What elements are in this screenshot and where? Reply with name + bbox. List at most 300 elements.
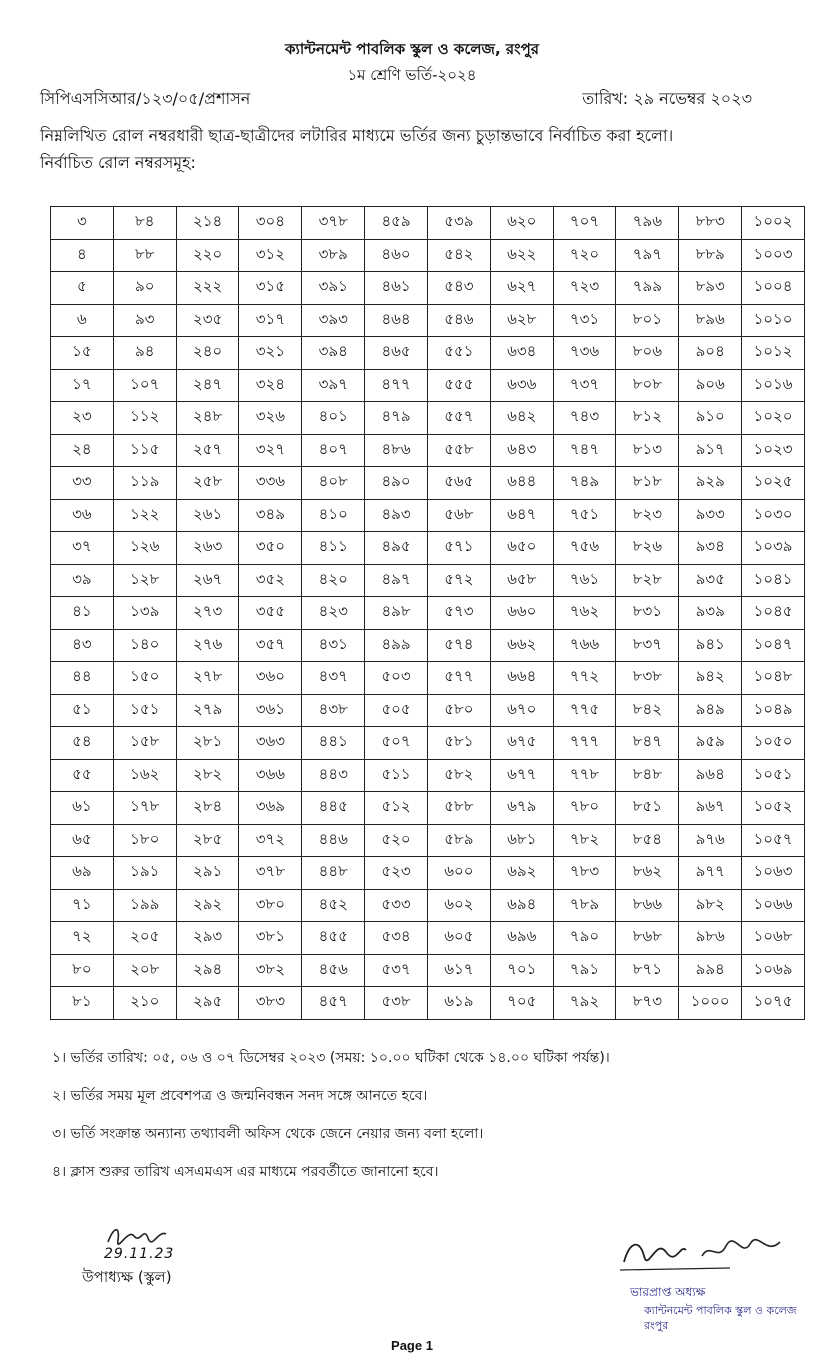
page-number: Page 1	[391, 1338, 433, 1353]
roll-number-cell: ৫৪৬	[427, 304, 490, 337]
roll-number-cell: ৯৭৭	[679, 857, 742, 890]
roll-number-cell: ৯৬৭	[679, 792, 742, 825]
roll-number-cell: ১০৫১	[742, 759, 805, 792]
roll-number-cell: ৩১৫	[239, 272, 302, 305]
roll-number-cell: ৭৬১	[553, 564, 616, 597]
roll-number-cell: ২১৪	[176, 207, 239, 240]
roll-number-cell: ৫৫৮	[427, 434, 490, 467]
roll-number-cell: ৭৩৬	[553, 337, 616, 370]
roll-number-cell: ১০০০	[679, 987, 742, 1020]
roll-number-cell: ৮৫১	[616, 792, 679, 825]
roll-number-cell: ১০১০	[742, 304, 805, 337]
roll-number-cell: ৫৮২	[427, 759, 490, 792]
table-row	[51, 727, 805, 760]
roll-number-cell: ৩৬৬	[239, 759, 302, 792]
roll-number-cell: ৮৮৩	[679, 207, 742, 240]
roll-number-cell: ৭৯৭	[616, 239, 679, 272]
roll-number-cell: ৬৬৪	[490, 662, 553, 695]
roll-number-cell: ৪৭৭	[365, 369, 428, 402]
roll-number-cell: ৮০১	[616, 304, 679, 337]
roll-number-cell: ১২২	[113, 499, 176, 532]
roll-number-cell: ২২০	[176, 239, 239, 272]
roll-number-cell: ১০০৩	[742, 239, 805, 272]
roll-number-cell: ৯৪	[113, 337, 176, 370]
table-row	[51, 272, 805, 305]
roll-number-cell: ৪১০	[302, 499, 365, 532]
roll-number-cell: ১৫৮	[113, 727, 176, 760]
roll-number-cell: ৪৯৫	[365, 532, 428, 565]
roll-number-cell: ৫৭৭	[427, 662, 490, 695]
roll-number-cell: ৩৯	[51, 564, 114, 597]
roll-number-cell: ১০১৬	[742, 369, 805, 402]
roll-number-cell: ৮১	[51, 987, 114, 1020]
roll-number-cell: ৮০৬	[616, 337, 679, 370]
roll-number-cell: ৭০৭	[553, 207, 616, 240]
roll-number-cell: ৪	[51, 239, 114, 272]
roll-number-cell: ৫৪২	[427, 239, 490, 272]
roll-number-cell: ৪৯৯	[365, 629, 428, 662]
roll-number-cell: ১০৬৬	[742, 889, 805, 922]
roll-number-cell: ১১২	[113, 402, 176, 435]
roll-number-cell: ৫৭২	[427, 564, 490, 597]
roll-number-cell: ৯৩৫	[679, 564, 742, 597]
roll-number-cell: ৭৯৬	[616, 207, 679, 240]
roll-number-cell: ৭৭৭	[553, 727, 616, 760]
roll-number-cell: ৪৩৭	[302, 662, 365, 695]
roll-number-cell: ৭৮৩	[553, 857, 616, 890]
handwritten-signature	[610, 1222, 800, 1282]
roll-number-cell: ৪০৮	[302, 467, 365, 500]
roll-number-cell: ৪২০	[302, 564, 365, 597]
notes-list	[52, 1046, 610, 1198]
roll-number-cell: ৬৯৪	[490, 889, 553, 922]
roll-number-cell: ১০৫৭	[742, 824, 805, 857]
table-row	[51, 304, 805, 337]
roll-number-cell: ৪৬৫	[365, 337, 428, 370]
signature-role: উপাধ্যক্ষ (স্কুল)	[82, 1268, 172, 1286]
table-row	[51, 857, 805, 890]
roll-number-cell: ৮৮৯	[679, 239, 742, 272]
roll-number-cell: ৮৭১	[616, 954, 679, 987]
roll-number-cell: ৩২৪	[239, 369, 302, 402]
roll-number-cell: ১৬২	[113, 759, 176, 792]
roll-number-cell: ৬৪৪	[490, 467, 553, 500]
roll-number-cell: ৮৮	[113, 239, 176, 272]
roll-number-cell: ৪৫২	[302, 889, 365, 922]
roll-number-cell: ১০৩০	[742, 499, 805, 532]
roll-number-cell: ৫৫	[51, 759, 114, 792]
table-row	[51, 467, 805, 500]
roll-number-cell: ৬৭৯	[490, 792, 553, 825]
roll-number-cell: ২৪	[51, 434, 114, 467]
roll-number-cell: ৫৭৪	[427, 629, 490, 662]
roll-number-cell: ১০২৩	[742, 434, 805, 467]
roll-number-cell: ৩৮৯	[302, 239, 365, 272]
roll-number-cell: ৯৭৬	[679, 824, 742, 857]
roll-number-cell: ৭৬২	[553, 597, 616, 630]
roll-number-cell: ৯৩৯	[679, 597, 742, 630]
roll-number-cell: ৭৮০	[553, 792, 616, 825]
roll-number-cell: ২০৫	[113, 922, 176, 955]
roll-number-cell: ৫৩৮	[365, 987, 428, 1020]
roll-number-cell: ৯৩৩	[679, 499, 742, 532]
roll-number-cell: ৯৪২	[679, 662, 742, 695]
roll-number-cell: ৭৮২	[553, 824, 616, 857]
roll-number-cell: ৫১	[51, 694, 114, 727]
roll-number-cell: ৭৮৯	[553, 889, 616, 922]
roll-number-cell: ৮৪২	[616, 694, 679, 727]
table-row	[51, 207, 805, 240]
roll-number-cell: ১০৭	[113, 369, 176, 402]
roll-number-cell: ২০৮	[113, 954, 176, 987]
roll-number-cell: ৫৮৮	[427, 792, 490, 825]
table-row	[51, 532, 805, 565]
roll-number-cell: ৮০৮	[616, 369, 679, 402]
handwritten-signature	[104, 1222, 174, 1248]
roll-number-cell: ৭৩১	[553, 304, 616, 337]
roll-number-cell: ৩১২	[239, 239, 302, 272]
roll-number-cell: ১২৬	[113, 532, 176, 565]
roll-number-cell: ৩৯৭	[302, 369, 365, 402]
roll-number-cell: ৬৯	[51, 857, 114, 890]
roll-number-cell: ৪৯৮	[365, 597, 428, 630]
roll-number-cell: ৩২৬	[239, 402, 302, 435]
roll-number-cell: ৭৪৩	[553, 402, 616, 435]
roll-number-cell: ৬৬২	[490, 629, 553, 662]
roll-number-cell: ৭০১	[490, 954, 553, 987]
roll-number-cell: ২৪০	[176, 337, 239, 370]
roll-number-cell: ১০১২	[742, 337, 805, 370]
roll-number-cell: ৭৯১	[553, 954, 616, 987]
memo-number: সিপিএসসিআর/১২৩/০৫/প্রশাসন	[40, 89, 251, 108]
roll-number-cell: ৫৫১	[427, 337, 490, 370]
roll-number-cell: ২৬৩	[176, 532, 239, 565]
roll-number-cell: ৪৪	[51, 662, 114, 695]
roll-number-cell: ৬৭৫	[490, 727, 553, 760]
roll-number-cell: ২৯৪	[176, 954, 239, 987]
roll-number-cell: ২৭৮	[176, 662, 239, 695]
roll-number-cell: ৪৬০	[365, 239, 428, 272]
roll-number-table	[50, 206, 805, 1020]
roll-number-cell: ৬৫০	[490, 532, 553, 565]
roll-number-cell: ৯৩	[113, 304, 176, 337]
roll-number-cell: ১২৮	[113, 564, 176, 597]
roll-number-cell: ৩৯৪	[302, 337, 365, 370]
roll-number-cell: ৭৫১	[553, 499, 616, 532]
roll-number-cell: ৯২৯	[679, 467, 742, 500]
roll-number-cell: ৬৯২	[490, 857, 553, 890]
roll-number-cell: ১০২০	[742, 402, 805, 435]
roll-number-cell: ৫৫৫	[427, 369, 490, 402]
roll-number-cell: ৫	[51, 272, 114, 305]
roll-number-cell: ৩৮৩	[239, 987, 302, 1020]
roll-number-cell: ৮৩৮	[616, 662, 679, 695]
table-row	[51, 597, 805, 630]
roll-number-cell: ১০৪৯	[742, 694, 805, 727]
roll-table-body	[51, 207, 805, 1020]
roll-number-cell: ১০৪১	[742, 564, 805, 597]
roll-number-cell: ২৬১	[176, 499, 239, 532]
roll-number-cell: ৮৩১	[616, 597, 679, 630]
roll-number-cell: ১০৪৮	[742, 662, 805, 695]
roll-number-cell: ৬৭৭	[490, 759, 553, 792]
roll-number-cell: ২৫৮	[176, 467, 239, 500]
roll-number-cell: ৫৬৫	[427, 467, 490, 500]
table-row	[51, 629, 805, 662]
roll-number-cell: ২১০	[113, 987, 176, 1020]
stamp-institution: ক্যান্টনমেন্ট পাবলিক স্কুল ও কলেজ	[644, 1304, 797, 1317]
roll-number-cell: ৭০৫	[490, 987, 553, 1020]
roll-number-cell: ৪৯৭	[365, 564, 428, 597]
roll-number-cell: ৮৪	[113, 207, 176, 240]
roll-number-cell: ৫১১	[365, 759, 428, 792]
roll-number-cell: ৯৪৯	[679, 694, 742, 727]
roll-number-cell: ৩৯৩	[302, 304, 365, 337]
institution-title: ক্যান্টনমেন্ট পাবলিক স্কুল ও কলেজ, রংপুর	[284, 40, 540, 58]
roll-number-cell: ৭৯২	[553, 987, 616, 1020]
roll-number-cell: ৪৮৬	[365, 434, 428, 467]
roll-number-cell: ৬৪৭	[490, 499, 553, 532]
roll-number-cell: ৯৫৯	[679, 727, 742, 760]
roll-number-cell: ৩৯১	[302, 272, 365, 305]
roll-number-cell: ৪৩১	[302, 629, 365, 662]
roll-number-cell: ৪৫৬	[302, 954, 365, 987]
roll-number-cell: ৩৮০	[239, 889, 302, 922]
roll-number-cell: ৫৫৭	[427, 402, 490, 435]
roll-number-cell: ৩৫৭	[239, 629, 302, 662]
roll-number-cell: ৪৪৮	[302, 857, 365, 890]
roll-number-cell: ৮০	[51, 954, 114, 987]
roll-number-cell: ৮৪৮	[616, 759, 679, 792]
roll-number-cell: ১৫১	[113, 694, 176, 727]
roll-number-cell: ৭৪৭	[553, 434, 616, 467]
roll-number-cell: ২৯২	[176, 889, 239, 922]
roll-number-cell: ৫৩৩	[365, 889, 428, 922]
roll-number-cell: ৯৯৪	[679, 954, 742, 987]
roll-number-cell: ৭৭৫	[553, 694, 616, 727]
document-date: তারিখ: ২৯ নভেম্বর ২০২৩	[582, 89, 752, 108]
roll-number-cell: ২৩৫	[176, 304, 239, 337]
roll-number-cell: ৭২০	[553, 239, 616, 272]
roll-number-cell: ৬১	[51, 792, 114, 825]
stamp-city: রংপুর	[644, 1319, 669, 1332]
intro-line: নিম্নলিখিত রোল নম্বরধারী ছাত্র-ছাত্রীদের লটারির মাধ্যমে ভর্তির জন্য চুড়ান্তভাবে নির্বাচিত করা হলো।	[40, 126, 674, 145]
roll-number-cell: ১৯৯	[113, 889, 176, 922]
table-row	[51, 499, 805, 532]
roll-number-cell: ২৮৪	[176, 792, 239, 825]
roll-number-cell: ৫৮১	[427, 727, 490, 760]
table-row	[51, 564, 805, 597]
roll-number-cell: ২৮১	[176, 727, 239, 760]
table-row	[51, 402, 805, 435]
roll-number-cell: ৯৩৪	[679, 532, 742, 565]
roll-number-cell: ৭২৩	[553, 272, 616, 305]
roll-number-cell: ৬৩৪	[490, 337, 553, 370]
roll-number-cell: ১৯১	[113, 857, 176, 890]
roll-number-cell: ৫০৩	[365, 662, 428, 695]
roll-number-cell: ৩	[51, 207, 114, 240]
roll-number-cell: ৬২৭	[490, 272, 553, 305]
table-row	[51, 954, 805, 987]
roll-number-cell: ৬০৫	[427, 922, 490, 955]
roll-number-cell: ৮২৮	[616, 564, 679, 597]
roll-number-cell: ৩৬৯	[239, 792, 302, 825]
roll-number-cell: ১১৫	[113, 434, 176, 467]
roll-number-cell: ৪২৩	[302, 597, 365, 630]
roll-number-cell: ৩০৪	[239, 207, 302, 240]
table-row	[51, 792, 805, 825]
roll-number-cell: ৮১২	[616, 402, 679, 435]
roll-number-cell: ১১৯	[113, 467, 176, 500]
roll-number-cell: ৮৬২	[616, 857, 679, 890]
roll-number-cell: ৯০	[113, 272, 176, 305]
roll-number-cell: ৮৬৬	[616, 889, 679, 922]
roll-number-cell: ১৫০	[113, 662, 176, 695]
roll-number-cell: ১০৭৫	[742, 987, 805, 1020]
roll-number-cell: ৪৫৫	[302, 922, 365, 955]
roll-number-cell: ৩৮১	[239, 922, 302, 955]
roll-number-cell: ৭৩৭	[553, 369, 616, 402]
roll-number-cell: ৩৬০	[239, 662, 302, 695]
roll-number-cell: ২৮৫	[176, 824, 239, 857]
signature-date: 29.11.23	[104, 1246, 175, 1262]
intro-line: নির্বাচিত রোল নম্বরসমূহ:	[40, 153, 196, 172]
roll-number-cell: ৫০৭	[365, 727, 428, 760]
roll-number-cell: ৫৩৯	[427, 207, 490, 240]
roll-number-cell: ৪৪১	[302, 727, 365, 760]
roll-number-cell: ৮১৩	[616, 434, 679, 467]
roll-number-cell: ৮২৩	[616, 499, 679, 532]
roll-number-cell: ৫৮৯	[427, 824, 490, 857]
roll-number-cell: ৬৯৬	[490, 922, 553, 955]
roll-number-cell: ১০২৫	[742, 467, 805, 500]
roll-number-cell: ৬২৮	[490, 304, 553, 337]
roll-number-cell: ৪৩	[51, 629, 114, 662]
roll-number-cell: ১০৬৩	[742, 857, 805, 890]
table-row	[51, 434, 805, 467]
roll-number-cell: ২৯৫	[176, 987, 239, 1020]
roll-number-cell: ৫০৫	[365, 694, 428, 727]
roll-number-cell: ৯০৪	[679, 337, 742, 370]
roll-number-cell: ২৪৭	[176, 369, 239, 402]
roll-number-cell: ৩৮২	[239, 954, 302, 987]
roll-number-cell: ৪৪৬	[302, 824, 365, 857]
roll-number-cell: ২৩	[51, 402, 114, 435]
roll-number-cell: ৮১৮	[616, 467, 679, 500]
roll-number-cell: ৭৯০	[553, 922, 616, 955]
roll-number-cell: ৪০৭	[302, 434, 365, 467]
roll-number-cell: ১৫	[51, 337, 114, 370]
roll-number-cell: ৬৬০	[490, 597, 553, 630]
roll-number-cell: ১০৬৯	[742, 954, 805, 987]
roll-number-cell: ৬২০	[490, 207, 553, 240]
table-row	[51, 987, 805, 1020]
note-item: ১। ভর্তির তারিখ: ০৫, ০৬ ও ০৭ ডিসেম্বর ২০২৩ (সময়: ১০.০০ ঘটিকা থেকে ১৪.০০ ঘটিকা পর্যন্ত)।	[52, 1050, 610, 1066]
roll-number-cell: ২৭৩	[176, 597, 239, 630]
roll-number-cell: ৩৫৫	[239, 597, 302, 630]
roll-number-cell: ৪৬১	[365, 272, 428, 305]
roll-number-cell: ১০৪৫	[742, 597, 805, 630]
roll-number-cell: ৬৩৬	[490, 369, 553, 402]
roll-number-cell: ৪১১	[302, 532, 365, 565]
roll-number-cell: ১০৪৭	[742, 629, 805, 662]
roll-number-cell: ২৬৭	[176, 564, 239, 597]
roll-number-cell: ৬৪৩	[490, 434, 553, 467]
roll-number-cell: ৩৭৮	[302, 207, 365, 240]
roll-number-cell: ৫২৩	[365, 857, 428, 890]
roll-number-cell: ৩৩	[51, 467, 114, 500]
roll-number-cell: ৪১	[51, 597, 114, 630]
roll-number-cell: ৯০৬	[679, 369, 742, 402]
roll-number-cell: ৬৭০	[490, 694, 553, 727]
roll-number-cell: ৯৪১	[679, 629, 742, 662]
roll-number-cell: ৯১০	[679, 402, 742, 435]
roll-number-cell: ৪০১	[302, 402, 365, 435]
roll-number-cell: ৫৪৩	[427, 272, 490, 305]
roll-number-cell: ৩৫২	[239, 564, 302, 597]
roll-number-cell: ২২২	[176, 272, 239, 305]
roll-number-cell: ৪৭৯	[365, 402, 428, 435]
roll-number-cell: ৮৯৬	[679, 304, 742, 337]
roll-number-cell: ৬৫৮	[490, 564, 553, 597]
roll-number-cell: ২৮২	[176, 759, 239, 792]
roll-number-cell: ৮৬৮	[616, 922, 679, 955]
roll-number-cell: ৫৬৮	[427, 499, 490, 532]
roll-number-cell: ৩১৭	[239, 304, 302, 337]
table-row	[51, 889, 805, 922]
roll-number-cell: ৭৯৯	[616, 272, 679, 305]
roll-number-cell: ৪৩৮	[302, 694, 365, 727]
roll-number-cell: ৩২১	[239, 337, 302, 370]
roll-number-cell: ৫৮০	[427, 694, 490, 727]
roll-number-cell: ২৫৭	[176, 434, 239, 467]
stamp-role: ভারপ্রাপ্ত অধ্যক্ষ	[630, 1285, 706, 1299]
roll-number-cell: ২৭৬	[176, 629, 239, 662]
table-row	[51, 759, 805, 792]
roll-number-cell: ৪৫৭	[302, 987, 365, 1020]
roll-number-cell: ৫৩৭	[365, 954, 428, 987]
roll-number-cell: ১০৩৯	[742, 532, 805, 565]
roll-number-cell: ১০৫০	[742, 727, 805, 760]
table-row	[51, 824, 805, 857]
roll-number-cell: ৬৮১	[490, 824, 553, 857]
roll-number-cell: ৯৮২	[679, 889, 742, 922]
roll-number-cell: ৩৬৩	[239, 727, 302, 760]
roll-number-cell: ৮৯৩	[679, 272, 742, 305]
roll-number-cell: ৫৪	[51, 727, 114, 760]
roll-number-cell: ১৭	[51, 369, 114, 402]
roll-number-cell: ৯৮৬	[679, 922, 742, 955]
roll-number-cell: ১৪০	[113, 629, 176, 662]
intro-text	[40, 122, 800, 176]
roll-number-cell: ৮৪৭	[616, 727, 679, 760]
roll-number-cell: ৭২	[51, 922, 114, 955]
roll-number-cell: ২৯৩	[176, 922, 239, 955]
roll-number-cell: ৯৬৪	[679, 759, 742, 792]
roll-number-cell: ৪৯৩	[365, 499, 428, 532]
roll-number-cell: ৩৭৮	[239, 857, 302, 890]
roll-number-cell: ৬১৭	[427, 954, 490, 987]
roll-number-cell: ৩৪৯	[239, 499, 302, 532]
roll-number-cell: ৬২২	[490, 239, 553, 272]
roll-number-cell: ৬১৯	[427, 987, 490, 1020]
roll-number-cell: ৪৪৩	[302, 759, 365, 792]
roll-number-cell: ৩৭	[51, 532, 114, 565]
roll-number-cell: ৬৫	[51, 824, 114, 857]
principal-signature-block	[610, 1222, 800, 1332]
table-row	[51, 239, 805, 272]
table-row	[51, 662, 805, 695]
